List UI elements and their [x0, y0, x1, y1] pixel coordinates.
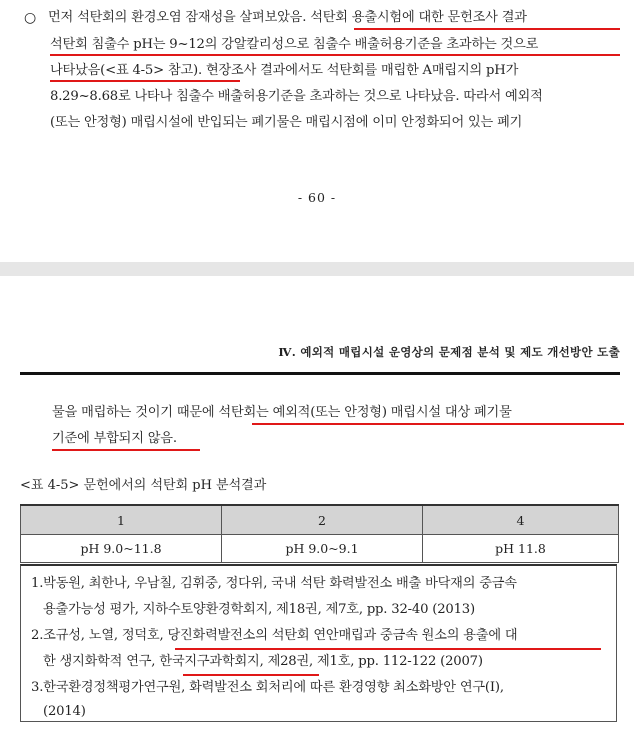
header-rule [20, 372, 620, 375]
table-cell: pH 9.0~9.1 [222, 535, 423, 563]
reference-line: 2.조규성, 노열, 정덕호, 당진화력발전소의 석탄회 연안매립과 중금속 원소의 용출에 대 [31, 628, 518, 643]
highlight-underline [50, 80, 240, 82]
bottom-para-line-2: 기준에 부합되지 않음. [52, 431, 177, 446]
table-header-cell: 2 [222, 505, 423, 535]
top-para-line-2: 석탄회 침출수 pH는 9~12의 강알칼리성으로 침출수 배출허용기준을 초과하는 것으로 [50, 37, 539, 52]
table-cell: pH 11.8 [423, 535, 619, 563]
highlight-underline [252, 423, 624, 425]
bottom-page [0, 276, 634, 752]
table-cell: pH 9.0~11.8 [21, 535, 222, 563]
bottom-para-line-1: 물을 매립하는 것이기 때문에 석탄회는 예외적(또는 안정형) 매립시설 대상 폐기물 [52, 405, 512, 420]
table-header-cell: 1 [21, 505, 222, 535]
highlight-underline [52, 449, 200, 451]
highlight-underline [50, 54, 620, 56]
table-header-cell: 4 [423, 505, 619, 535]
reference-line: 용출가능성 평가, 지하수토양환경학회지, 제18권, 제7호, pp. 32-40 (2013) [43, 602, 475, 617]
bullet-icon: ○ [24, 10, 37, 26]
reference-box [20, 564, 617, 722]
table-caption: <표 4-5> 문헌에서의 석탄회 pH 분석결과 [20, 478, 267, 493]
page-separator [0, 262, 634, 276]
top-para-line-3: 나타났음(<표 4-5> 참고). 현장조사 결과에서도 석탄회를 매립한 A매립지의 pH가 [50, 63, 519, 78]
reference-line: 3.한국환경정책평가연구원, 화력발전소 회처리에 따른 환경영향 최소화방안 연구(Ⅰ), [31, 680, 504, 695]
table-header-row [21, 505, 619, 535]
top-page [0, 0, 634, 262]
table-row [21, 535, 619, 563]
ph-table [20, 504, 619, 563]
highlight-underline [354, 28, 620, 30]
reference-line: 한 생지화학적 연구, 한국지구과학회지, 제28권, 제1호, pp. 112-122 (2007) [43, 654, 483, 669]
reference-line: 1.박동원, 최한나, 우남칠, 김휘중, 정다위, 국내 석탄 화력발전소 배출 바닥재의 중금속 [31, 576, 517, 591]
highlight-underline [175, 648, 601, 650]
top-para-line-1: 먼저 석탄회의 환경오염 잠재성을 살펴보았음. 석탄회 용출시험에 대한 문헌조사 결과 [48, 10, 527, 25]
highlight-underline [183, 674, 319, 676]
reference-line: (2014) [43, 704, 86, 719]
page-number: - 60 - [297, 190, 337, 205]
top-para-line-5: (또는 안정형) 매립시설에 반입되는 폐기물은 매립시점에 이미 안정화되어 있는 폐기 [50, 115, 523, 130]
chapter-header: Ⅳ. 예외적 매립시설 운영상의 문제점 분석 및 제도 개선방안 도출 [278, 345, 620, 359]
top-para-line-4: 8.29~8.68로 나타나 침출수 배출허용기준을 초과하는 것으로 나타났음. 따라서 예외적 [50, 89, 543, 104]
